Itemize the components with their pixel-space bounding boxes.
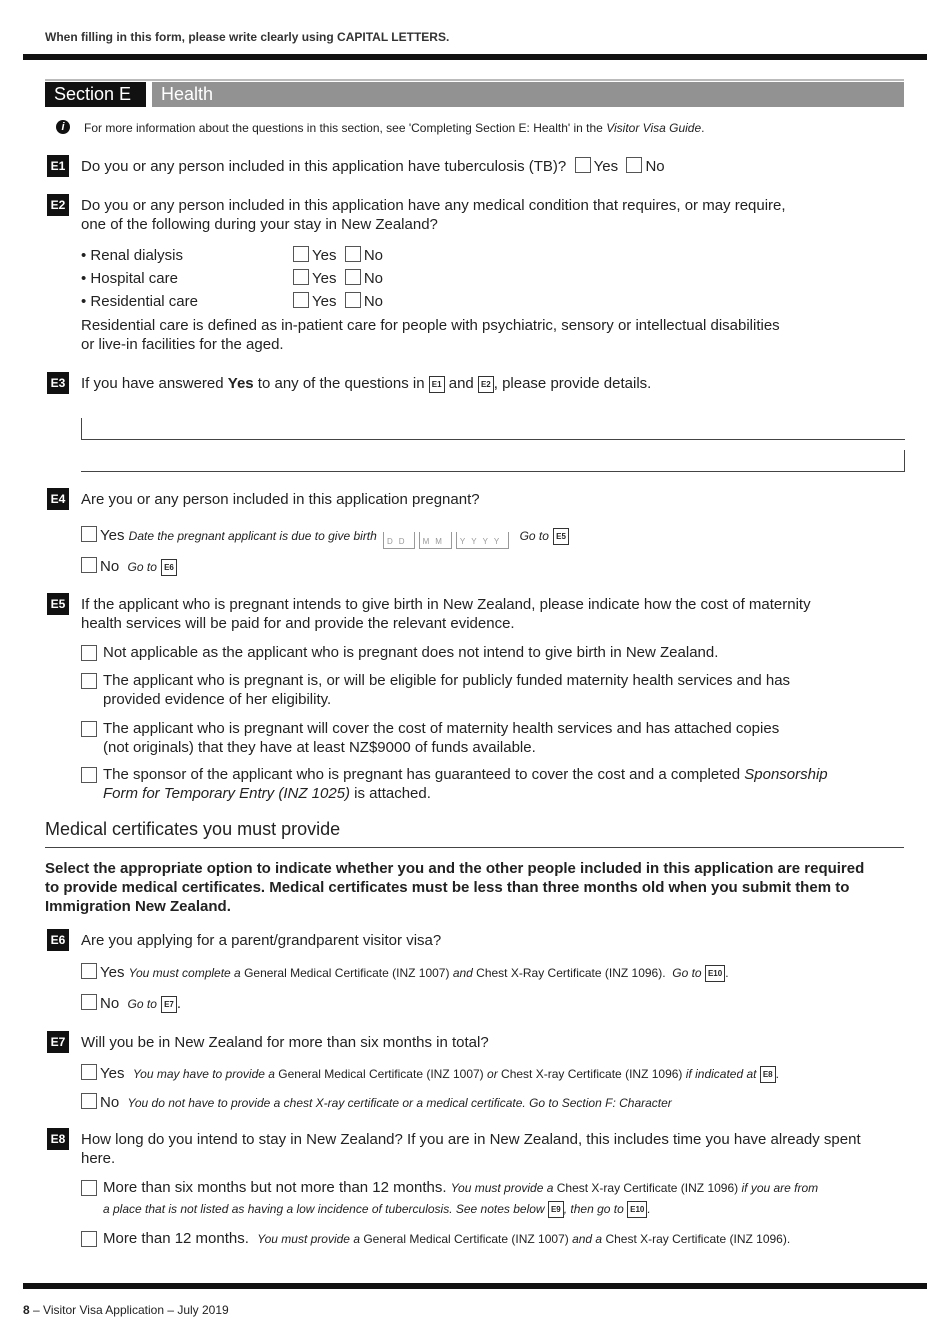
- med-p3: Immigration New Zealand.: [45, 898, 231, 915]
- question-badge-e6: E6: [47, 929, 69, 951]
- question-badge-e2: E2: [47, 194, 69, 216]
- e1-text: Do you or any person included in this application have tuberculosis (TB)?: [81, 158, 567, 175]
- o4-text: The sponsor of the applicant who is pregnant has guaranteed to cover the cost and a completed: [103, 766, 745, 783]
- e4-no-row: [81, 557, 177, 576]
- e7-no-note: You do not have to provide a chest X-ray certificate or a medical certificate. Go to Section F: Character: [127, 1096, 672, 1110]
- ref-e8: E8: [760, 1066, 776, 1083]
- no-label: No: [100, 558, 120, 575]
- e8-note: Chest X-ray Certificate (INZ 1096): [556, 1181, 742, 1195]
- section-title: Health: [152, 82, 904, 107]
- e4-yes-checkbox[interactable]: [81, 526, 97, 542]
- e4-no-checkbox[interactable]: [81, 557, 97, 573]
- hospital-no-checkbox[interactable]: [345, 269, 361, 285]
- e6-note: Chest X-Ray Certificate (INZ 1096).: [476, 966, 666, 980]
- e3-question: [81, 374, 651, 393]
- info-post: .: [701, 121, 705, 135]
- ref-e6: E6: [161, 559, 177, 576]
- e7-yes-checkbox[interactable]: [81, 1064, 97, 1080]
- footer-text: – Visitor Visa Application – July 2019: [29, 1303, 229, 1317]
- e8-note: , then go to: [563, 1202, 624, 1216]
- guide-link: Visitor Visa Guide: [606, 121, 702, 135]
- goto-label: Go to: [672, 966, 702, 980]
- divider: [45, 847, 904, 848]
- e5-option4-checkbox[interactable]: [81, 767, 97, 783]
- no-label: No: [363, 247, 384, 264]
- e5-q2: health services will be paid for and provide the relevant evidence.: [81, 615, 515, 632]
- hospital-options: [293, 269, 383, 288]
- e1-yes-checkbox[interactable]: [575, 157, 591, 173]
- yes-label: Yes: [312, 247, 337, 264]
- no-label: No: [100, 995, 120, 1012]
- e5-option1-checkbox[interactable]: [81, 645, 97, 661]
- page-number: 8: [23, 1303, 30, 1317]
- o4-form-name: Form for Temporary Entry (INZ 1025): [103, 785, 351, 802]
- e4-yes-note: Date the pregnant applicant is due to give birth: [128, 529, 377, 543]
- residential-yes-checkbox[interactable]: [293, 292, 309, 308]
- goto-label: Go to: [519, 529, 549, 543]
- e7-note: if indicated at: [685, 1067, 757, 1081]
- e8-option2-label: More than 12 months.: [103, 1230, 249, 1247]
- o4-form-name: Sponsorship: [744, 766, 828, 783]
- ref-e1: E1: [429, 376, 445, 393]
- e4-question: Are you or any person included in this application pregnant?: [81, 491, 480, 508]
- e8-option1: [103, 1178, 818, 1197]
- e2-q1: Do you or any person included in this application have any medical condition that requires, or may require,: [81, 197, 786, 214]
- yes-label: Yes: [100, 527, 125, 544]
- e3-yes: Yes: [227, 375, 254, 392]
- e7-question: Will you be in New Zealand for more than six months in total?: [81, 1034, 489, 1051]
- e6-no-checkbox[interactable]: [81, 994, 97, 1010]
- e8-option2-checkbox[interactable]: [81, 1231, 97, 1247]
- e5-option4b: [103, 784, 431, 803]
- e5-q1: If the applicant who is pregnant intends to give birth in New Zealand, please indicate how the cost of maternity: [81, 596, 811, 613]
- e8-q1: How long do you intend to stay in New Zealand? If you are in New Zealand, this includes time you have already spent: [81, 1131, 861, 1148]
- top-note: When filling in this form, please write clearly using CAPITAL LETTERS.: [45, 30, 450, 44]
- ref-e10: E10: [705, 965, 725, 982]
- e7-note: You may have to provide a: [132, 1067, 279, 1081]
- e1-no-checkbox[interactable]: [626, 157, 642, 173]
- e3-and: and: [444, 375, 478, 392]
- med-p2: to provide medical certificates. Medical certificates must be less than three months old when you submit them to: [45, 879, 850, 896]
- no-label: No: [363, 270, 384, 287]
- e6-yes-checkbox[interactable]: [81, 963, 97, 979]
- ref-e2: E2: [478, 376, 494, 393]
- no-label: No: [100, 1094, 120, 1111]
- question-badge-e5: E5: [47, 593, 69, 615]
- e7-yes-row: Yes You may have to provide a General Medical Certificate (INZ 1007) or Chest X-ray Certificate (INZ 1096) if indicated at E8 .: [81, 1064, 779, 1083]
- e6-note: and: [452, 966, 477, 980]
- goto-label: Go to: [127, 560, 157, 574]
- divider: [23, 54, 927, 60]
- e2-item: • Hospital care: [81, 270, 178, 287]
- e8-option2: [103, 1229, 790, 1248]
- e5-option3b: (not originals) that they have at least NZ$9000 of funds available.: [103, 739, 536, 756]
- e7-no-checkbox[interactable]: [81, 1093, 97, 1109]
- e5-option2a: The applicant who is pregnant is, or will be eligible for publicly funded maternity health services and has: [103, 672, 791, 689]
- hospital-yes-checkbox[interactable]: [293, 269, 309, 285]
- e5-option3-checkbox[interactable]: [81, 721, 97, 737]
- yes-label: Yes: [100, 1065, 125, 1082]
- e7-note: General Medical Certificate (INZ 1007): [278, 1067, 488, 1081]
- e8-note: General Medical Certificate (INZ 1007): [363, 1232, 573, 1246]
- divider: [45, 79, 904, 81]
- ref-e7: E7: [161, 996, 177, 1013]
- e5-option2b: provided evidence of her eligibility.: [103, 691, 332, 708]
- due-date-month-input[interactable]: MM: [419, 532, 452, 549]
- e8-note: if you are from: [741, 1181, 819, 1195]
- renal-yes-checkbox[interactable]: [293, 246, 309, 262]
- e2-q2: one of the following during your stay in New Zealand?: [81, 216, 438, 233]
- e6-yes-row: Yes You must complete a General Medical Certificate (INZ 1007) and Chest X-Ray Certificate (INZ 1096). Go to E10 .: [81, 963, 729, 982]
- e5-option2-checkbox[interactable]: [81, 673, 97, 689]
- yes-label: Yes: [312, 270, 337, 287]
- info-pre: For more information about the questions in this section, see 'Completing Section E: Health' in the: [84, 121, 607, 135]
- due-date-year-input[interactable]: YYYY: [456, 532, 509, 549]
- e6-note: You must complete a: [128, 966, 245, 980]
- e3-pre: If you have answered: [81, 375, 228, 392]
- footer: [23, 1302, 229, 1318]
- e8-note: You must provide a: [450, 1181, 557, 1195]
- e7-note: Chest X-ray Certificate (INZ 1096): [501, 1067, 686, 1081]
- ref-e9: E9: [548, 1201, 564, 1218]
- e1-question: [81, 157, 665, 176]
- renal-no-checkbox[interactable]: [345, 246, 361, 262]
- residential-no-checkbox[interactable]: [345, 292, 361, 308]
- renal-options: [293, 246, 383, 265]
- e6-no-row: No Go to E7 .: [81, 994, 181, 1013]
- e7-no-row: [81, 1093, 672, 1112]
- e6-question: Are you applying for a parent/grandparent visitor visa?: [81, 932, 442, 949]
- e3-post: , please provide details.: [493, 375, 652, 392]
- details-input-line-2[interactable]: [81, 450, 905, 472]
- medical-heading: Medical certificates you must provide: [45, 819, 341, 839]
- e5-option3a: The applicant who is pregnant will cover the cost of maternity health services and has attached copies: [103, 720, 780, 737]
- no-label: No: [363, 293, 384, 310]
- e2-item: • Renal dialysis: [81, 247, 183, 264]
- e8-option1-label: More than six months but not more than 12 months.: [103, 1179, 447, 1196]
- e7-note: or: [487, 1067, 502, 1081]
- yes-label: Yes: [312, 293, 337, 310]
- e2-note2: or live-in facilities for the aged.: [81, 336, 284, 353]
- e6-note: General Medical Certificate (INZ 1007): [244, 966, 453, 980]
- divider: [23, 1283, 927, 1289]
- yes-label: Yes: [100, 964, 125, 981]
- med-p1: Select the appropriate option to indicate whether you and the other people included in this application are required: [45, 860, 865, 877]
- due-date-day-input[interactable]: DD: [383, 532, 415, 549]
- e5-option1: Not applicable as the applicant who is pregnant does not intend to give birth in New Zealand.: [103, 644, 719, 661]
- e5-option4a: [103, 765, 828, 784]
- question-badge-e8: E8: [47, 1128, 69, 1150]
- question-badge-e1: E1: [47, 155, 69, 177]
- no-label: No: [645, 158, 665, 175]
- yes-label: Yes: [593, 158, 619, 175]
- e8-option1-note2: a place that is not listed as having a low incidence of tuberculosis. See notes below E9 , then go to E10 .: [103, 1202, 651, 1216]
- question-badge-e3: E3: [47, 372, 69, 394]
- goto-label: Go to: [127, 997, 157, 1011]
- e4-yes-row: [81, 526, 569, 549]
- e8-note: You must provide a: [257, 1232, 364, 1246]
- residential-options: [293, 292, 383, 311]
- question-badge-e7: E7: [47, 1031, 69, 1053]
- info-icon: i: [56, 120, 70, 134]
- e8-option1-checkbox[interactable]: [81, 1180, 97, 1196]
- details-input-line-1[interactable]: [81, 418, 905, 440]
- e8-q2: here.: [81, 1150, 116, 1167]
- e2-note1: Residential care is defined as in-patient care for people with psychiatric, sensory or intellectual disabilities: [81, 317, 780, 334]
- ref-e5: E5: [553, 528, 569, 545]
- e2-item: • Residential care: [81, 293, 198, 310]
- e3-mid: to any of the questions in: [253, 375, 429, 392]
- info-text: [84, 120, 705, 136]
- o4-text: is attached.: [350, 785, 431, 802]
- section-label: Section E: [45, 82, 146, 107]
- e8-note: a place that is not listed as having a low incidence of tuberculosis. See notes below: [103, 1202, 545, 1216]
- question-badge-e4: E4: [47, 488, 69, 510]
- e8-note: Chest X-ray Certificate (INZ 1096).: [605, 1232, 791, 1246]
- e8-note: and a: [572, 1232, 606, 1246]
- ref-e10: E10: [627, 1201, 647, 1218]
